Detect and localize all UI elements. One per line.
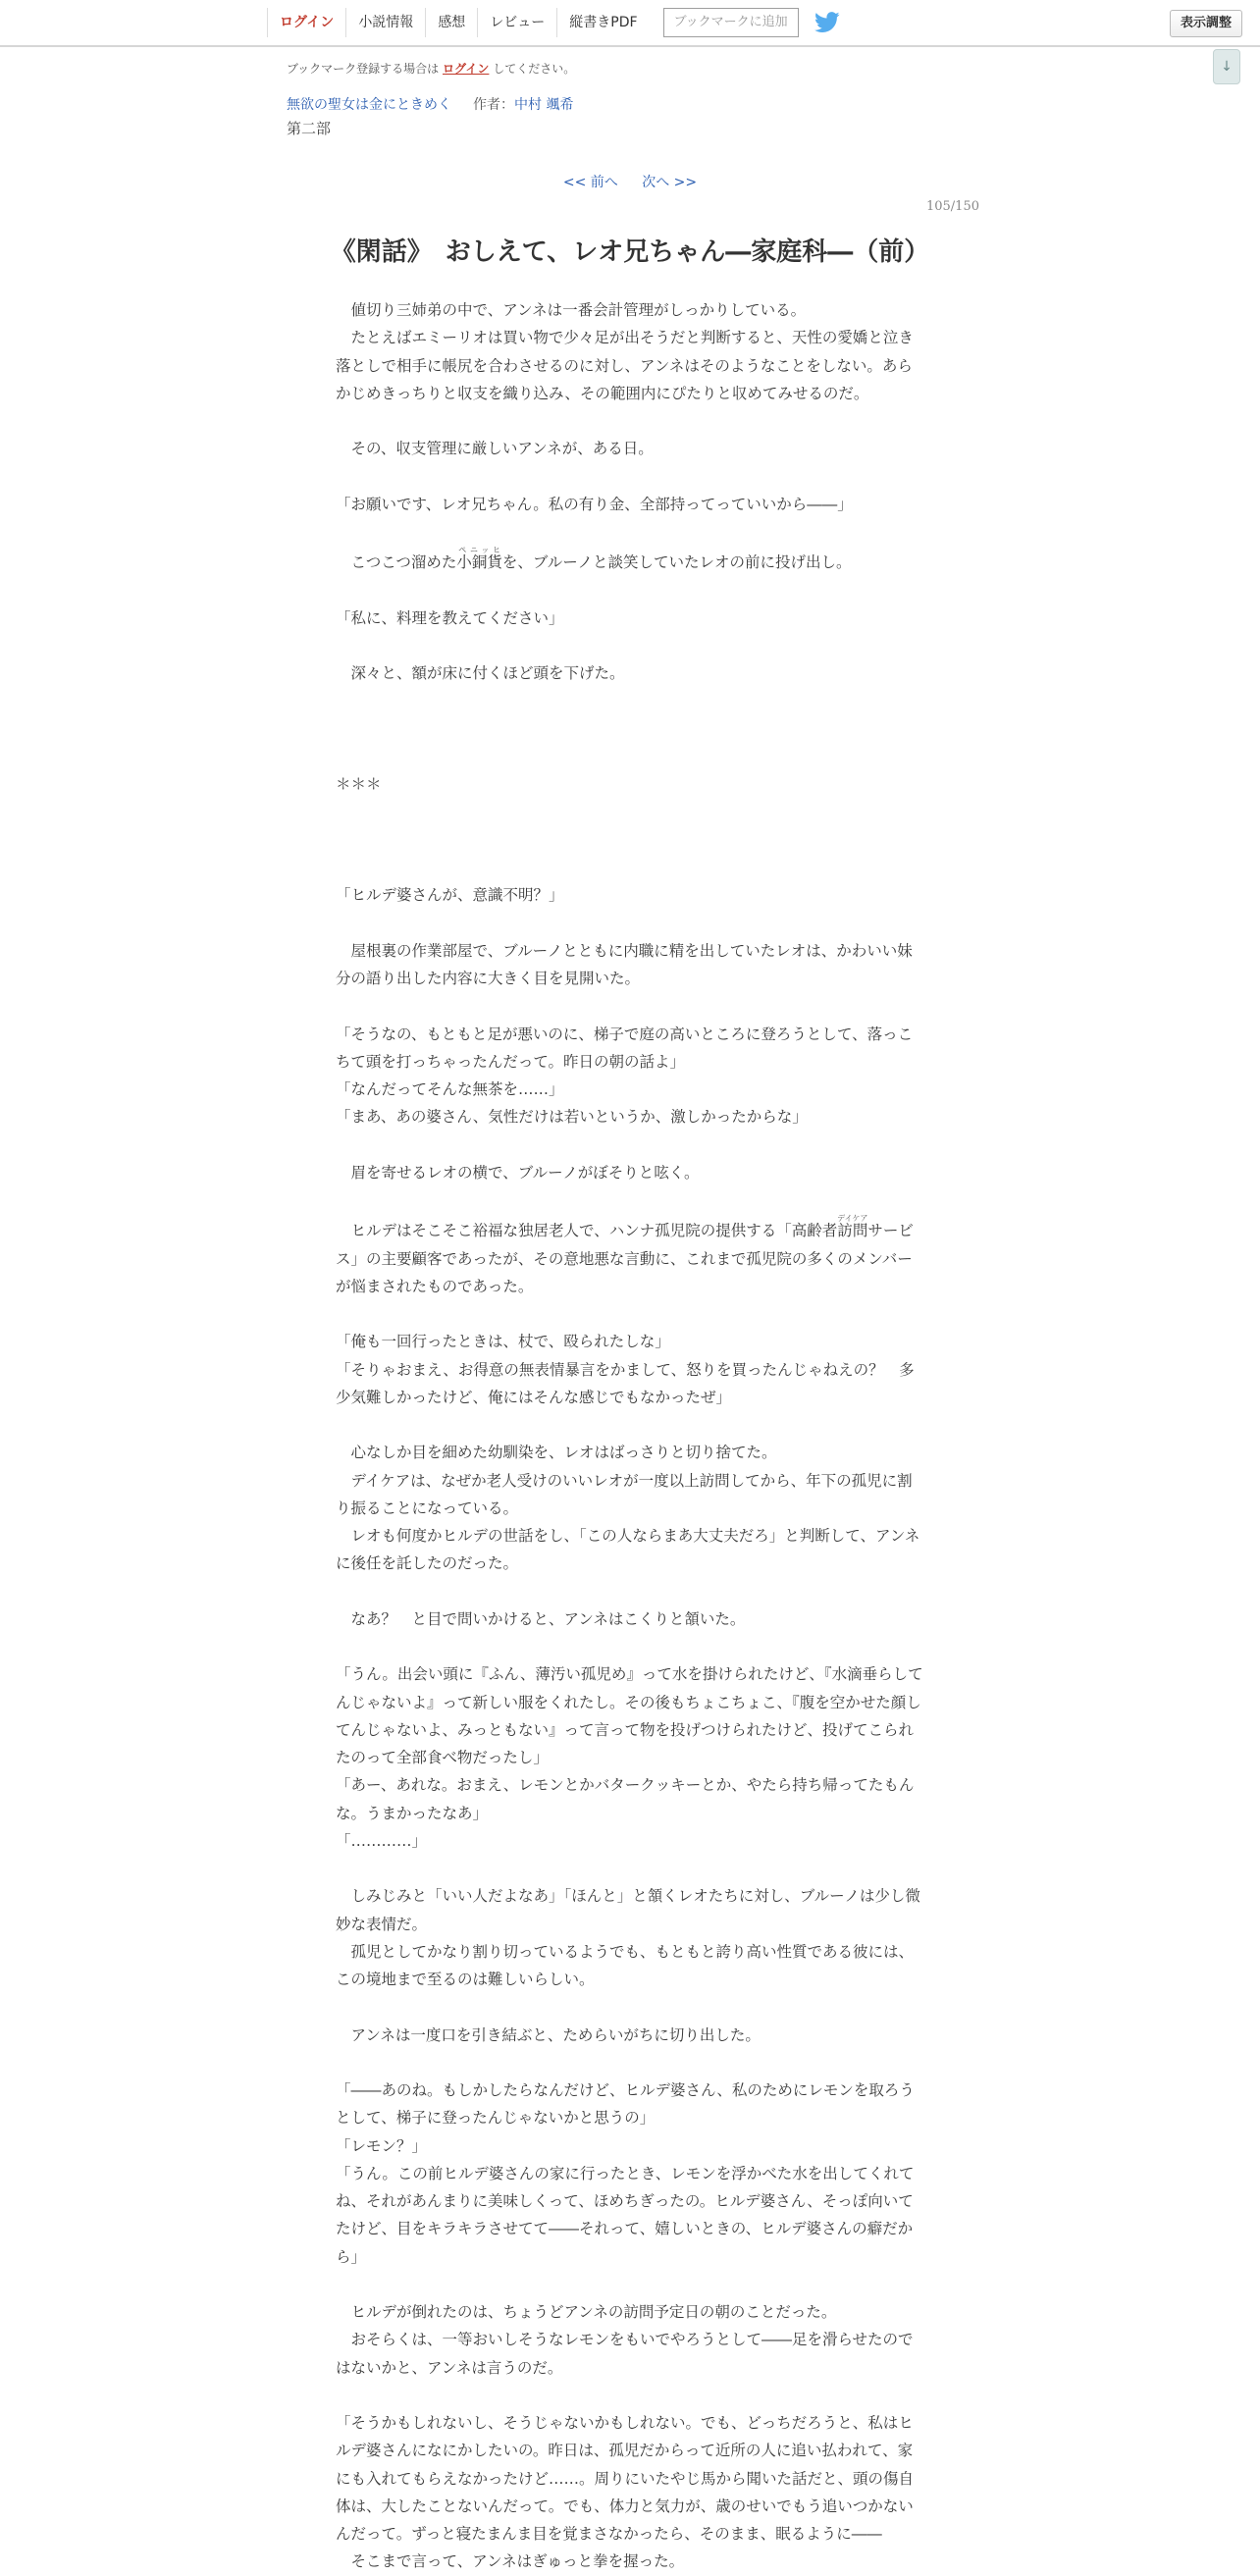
body-paragraph: 「ヒルデ婆さんが、意識不明？」 <box>336 886 564 905</box>
body-paragraph: 「うん。出会い頭に『ふん、薄汚い孤児め』って水を掛けられたけど、『水滴垂らしてんじゃないよ』って新しい服をくれたし。その後もちょこちょこ、『腹を空かせた顔してんじゃないよ、みっともない』って言って物を投げつけられたけど、投げてこられたのって全部食べ物だったし」 <box>336 1665 923 1766</box>
body-paragraph: 「そりゃおまえ、お得意の無表情暴言をかまして、怒りを買ったんじゃねえの？ 多少気難しかったけど、俺にはそんな感じでもなかったぜ」 <box>336 1360 915 1406</box>
ruby-base: 小銅貨 <box>456 553 502 572</box>
text-segment: こつこつ溜めた <box>336 553 457 572</box>
body-paragraph: 「――あのね。もしかしたらなんだけど、ヒルデ婆さん、私のためにレモンを取ろうとして、梯子に登ったんじゃないかと思うの」 <box>336 2081 915 2128</box>
ruby-base: 訪問 <box>837 1222 868 1240</box>
nav-login-link[interactable]: ログイン <box>267 8 345 37</box>
novel-body-text <box>336 296 924 2576</box>
chapter-pager <box>0 172 1260 191</box>
body-paragraph: 深々と、額が床に付くほど頭を下げた。 <box>336 664 625 683</box>
body-paragraph: ヒルデが倒れたのは、ちょうどアンネの訪問予定日の朝のことだった。 <box>336 2303 837 2321</box>
body-paragraph: その、収支管理に厳しいアンネが、ある日。 <box>336 440 654 458</box>
body-paragraph: 「お願いです、レオ兄ちゃん。私の有り金、全部持ってっていいから――」 <box>336 495 853 513</box>
body-paragraph: 「あー、あれな。おまえ、レモンとかバタークッキーとか、やたら持ち帰ってたもんな。うまかったなあ」 <box>336 1776 915 1822</box>
ruby-word <box>837 1214 868 1240</box>
nav-menu <box>267 0 840 45</box>
novel-title-link[interactable]: 無欲の聖女は金にときめく <box>287 97 451 113</box>
chapter-counter: 105/150 <box>925 199 979 214</box>
novel-info-line <box>287 94 573 114</box>
ruby-reading: ペニッヒ <box>456 546 502 555</box>
body-paragraph: 「レモン？」 <box>336 2136 428 2155</box>
body-paragraph: デイケアは、なぜか老人受けのいいレオが一度以上訪問してから、年下の孤児に割り振ることになっている。 <box>336 1471 913 1517</box>
next-chapter-link[interactable]: 次へ >> <box>642 175 698 190</box>
body-paragraph: 「私に、料理を教えてください」 <box>336 608 564 627</box>
body-paragraph: たとえばエミーリオは買い物で少々足が出そうだと判断すると、天性の愛嬌と泣き落としで相手に帳尻を合わさせるのに対し、アンネはそのようなことをしない。あらかじめきっちりと収支を織り込み、その範囲内にぴたりと収めてみせるのだ。 <box>336 329 914 402</box>
top-navigation-bar <box>0 0 1260 47</box>
body-paragraph <box>336 1214 924 1300</box>
author-link[interactable]: 中村 颯希 <box>514 97 574 113</box>
body-paragraph: 値切り三姉弟の中で、アンネは一番会計管理がしっかりしている。 <box>336 301 807 319</box>
body-paragraph: 「そうなの、もともと足が悪いのに、梯子で庭の高いところに登ろうとして、落っこちて頭を打っちゃったんだって。昨日の朝の話よ」 <box>336 1025 914 1071</box>
scroll-down-button[interactable]: ↓ <box>1213 49 1240 84</box>
text-segment: ヒルデはそこそこ裕福な独居老人で、ハンナ孤児院の提供する「高齢者 <box>336 1222 838 1240</box>
body-paragraph: 「そうかもしれないし、そうじゃないかもしれない。でも、どっちだろうと、私はヒルデ婆さんになにかしたいの。昨日は、孤児だからって近所の人に追い払われて、家にも入れてもらえなかったけど……。周りにいたやじ馬から聞いた話だと、頭の傷自体は、大したことないんだって。でも、体力と気力が、歳のせいでもう追いつかないんだって。ずっと寝たまんま目を覚まさなかったら、そのまま、眠るように―― <box>336 2414 915 2543</box>
body-paragraph: しみじみと「いい人だよなあ」「ほんと」と頷くレオたちに対し、ブルーノは少し微妙な表情だ。 <box>336 1887 920 1933</box>
nav-impressions-link[interactable]: 感想 <box>425 8 477 37</box>
nav-vertical-pdf-link[interactable]: 縦書きPDF <box>556 8 649 37</box>
text-segment: サービス」の主要顧客であったが、その意地悪な言動に、これまで孤児院の多くのメンバーが悩まされたものであった。 <box>336 1222 914 1295</box>
body-paragraph: おそらくは、一等おいしそうなレモンをもいでやろうとして――足を滑らせたのではないかと、アンネは言うのだ。 <box>336 2331 914 2377</box>
author-label: 作者： <box>473 97 514 113</box>
body-paragraph: 屋根裏の作業部屋で、ブルーノとともに内職に精を出していたレオは、かわいい妹分の語り出した内容に大きく目を見開いた。 <box>336 941 913 987</box>
text-segment: を、ブルーノと談笑していたレオの前に投げ出し。 <box>501 553 852 572</box>
body-paragraph: そこまで言って、アンネはぎゅっと拳を握った。 <box>336 2552 685 2571</box>
bookmark-login-notice <box>287 60 575 77</box>
ruby-word <box>456 546 502 572</box>
body-paragraph: 「なんだってそんな無茶を……」 <box>336 1080 564 1098</box>
nav-novel-info-link[interactable]: 小説情報 <box>345 8 425 37</box>
body-paragraph: レオも何度かヒルデの世話をし、「この人ならまあ大丈夫だろ」と判断して、アンネに後任を託したのだった。 <box>336 1527 920 1573</box>
body-paragraph: 「俺も一回行ったときは、杖で、殴られたしな」 <box>336 1333 670 1351</box>
display-settings-button[interactable]: 表示調整 <box>1170 10 1242 37</box>
scene-separator: ＊＊＊ <box>336 775 382 794</box>
body-paragraph: アンネは一度口を引き結ぶと、ためらいがちに切り出した。 <box>336 2025 761 2044</box>
body-paragraph <box>336 546 924 576</box>
prev-chapter-link[interactable]: << 前へ <box>562 175 618 190</box>
body-paragraph: なあ？ と目で問いかけると、アンネはこくりと頷いた。 <box>336 1609 746 1628</box>
twitter-bird-icon[interactable] <box>814 12 840 33</box>
nav-review-link[interactable]: レビュー <box>477 8 556 37</box>
add-bookmark-button[interactable]: ブックマークに追加 <box>663 8 799 37</box>
body-paragraph: 心なしか目を細めた幼馴染を、レオはばっさりと切り捨てた。 <box>336 1444 777 1462</box>
body-paragraph: 眉を寄せるレオの横で、ブルーノがぼそりと呟く。 <box>336 1163 700 1182</box>
notice-text-after: してください。 <box>493 62 576 76</box>
ruby-reading: デイケア <box>837 1214 868 1224</box>
body-paragraph: 「まあ、あの婆さん、気性だけは若いというか、激しかったからな」 <box>336 1108 808 1127</box>
body-paragraph: 「…………」 <box>336 1831 428 1850</box>
chapter-title: 《閑話》 おしえて、レオ兄ちゃん―家庭科―（前） <box>330 237 930 267</box>
notice-login-link[interactable]: ログイン <box>443 62 490 76</box>
body-paragraph: 孤児としてかなり割り切っているようでも、もともと誇り高い性質である彼には、この境地まで至るのは難しいらしい。 <box>336 1942 915 1988</box>
part-label: 第二部 <box>287 120 332 137</box>
notice-text-before: ブックマーク登録する場合は <box>287 62 440 76</box>
body-paragraph: 「うん。この前ヒルデ婆さんの家に行ったとき、レモンを浮かべた水を出してくれてね、それがあんまりに美味しくって、ほめちぎったの。ヒルデ婆さん、そっぽ向いてたけど、目をキラキラさせてて――それって、嬉しいときの、ヒルデ婆さんの癖だから」 <box>336 2164 915 2266</box>
